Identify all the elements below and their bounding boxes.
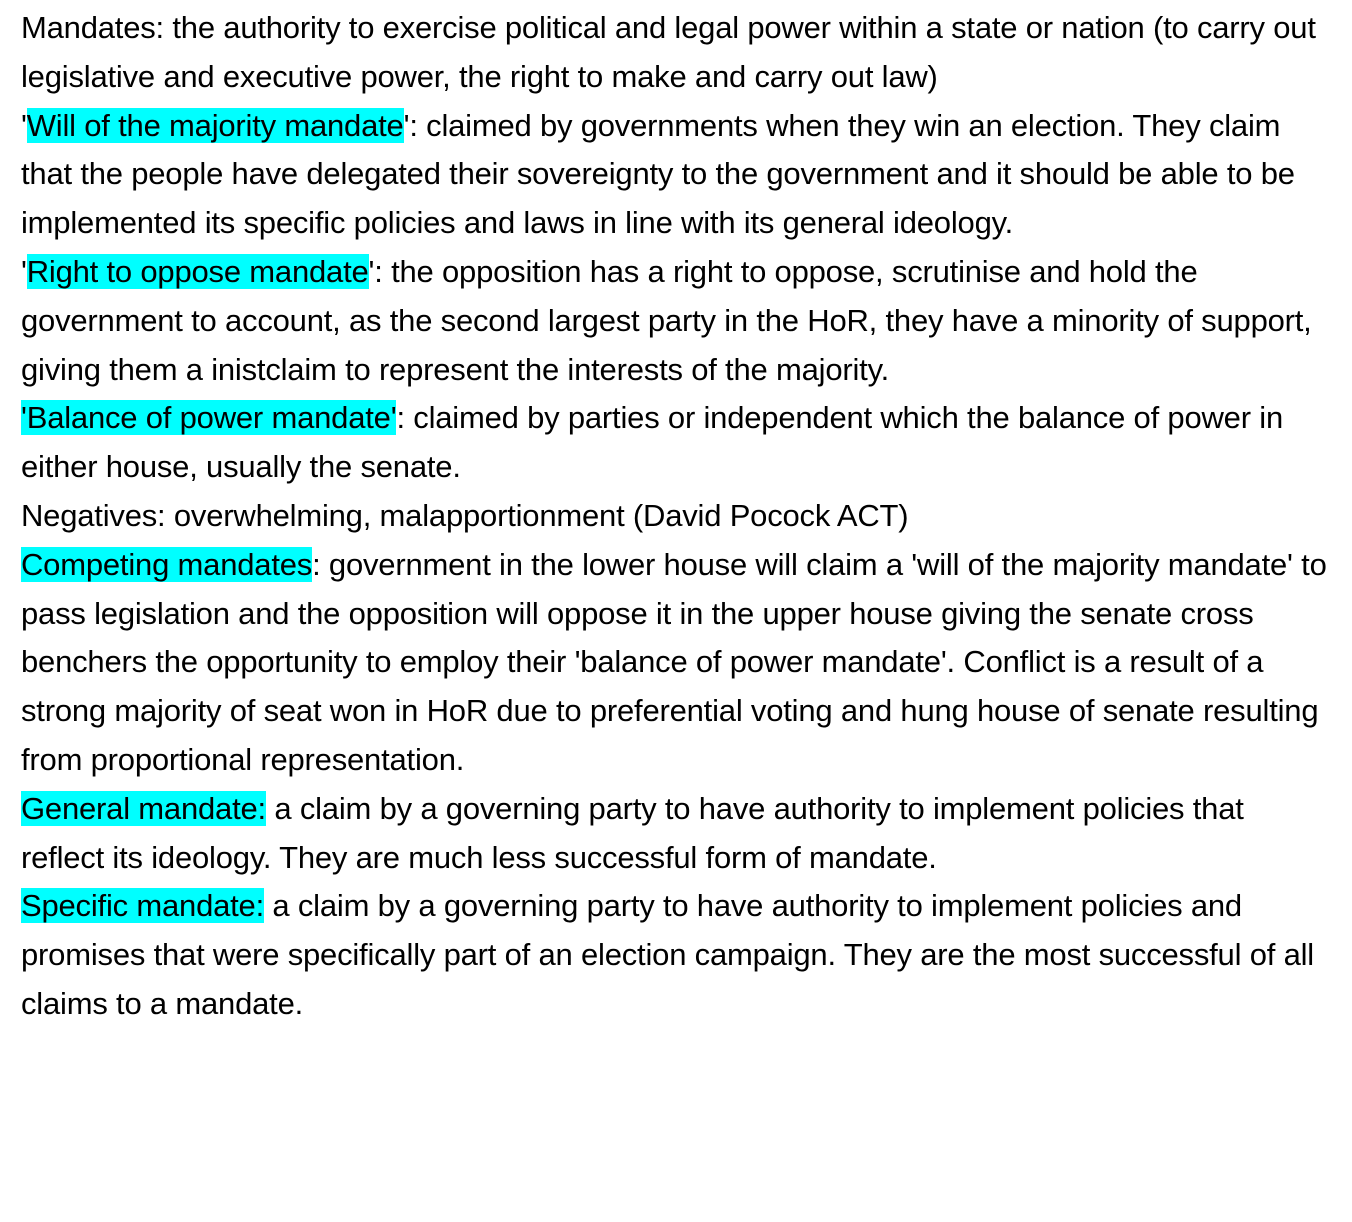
term-quote-open: ' — [21, 107, 27, 143]
paragraph-specific-mandate — [21, 882, 1334, 1028]
paragraph-text: : claimed by parties or independent which the balance of power in either house, usually the senate. — [21, 400, 1283, 485]
paragraph-text: : claimed by governments when they win an election. They claim that the people have delegated their sovereignty to the government and it should be able to be implemented its specific policies and laws in line with its general ideology. — [21, 107, 1295, 241]
highlighted-term: Competing mandates — [21, 546, 313, 582]
highlighted-term: General mandate: — [21, 790, 266, 826]
paragraph-competing-mandates — [21, 541, 1334, 785]
paragraph-text: a claim by a governing party to have authority to implement policies and promises that were specifically part of an election campaign. They are the most successful of all claims to a mandate. — [21, 888, 1314, 1021]
paragraph-will-of-majority — [21, 102, 1334, 248]
highlighted-term: 'Balance of power mandate' — [21, 400, 397, 436]
paragraph-mandates-definition — [21, 4, 1334, 102]
highlighted-term: Specific mandate: — [21, 888, 265, 924]
highlighted-term: Right to oppose mandate — [26, 253, 369, 289]
paragraph-text: a claim by a governing party to have authority to implement policies that reflect its ideology. They are much less successful form of mandate. — [21, 790, 1244, 875]
paragraph-right-to-oppose — [21, 248, 1334, 394]
paragraph-text: Negatives: overwhelming, malapportionment (David Pocock ACT) — [21, 497, 909, 533]
highlighted-term: Will of the majority mandate — [26, 107, 404, 143]
paragraph-text: Mandates: the authority to exercise political and legal power within a state or nation (to carry out legislative and executive power, the right to make and carry out law) — [21, 10, 1316, 94]
term-quote-close: ' — [403, 107, 410, 143]
term-quote-close: ' — [368, 253, 375, 289]
paragraph-negatives — [21, 492, 1334, 541]
paragraph-text: : the opposition has a right to oppose, scrutinise and hold the government to account, as the second largest party in the HoR, they have a minority of support, giving them a inistclaim to represent the interests of the majority. — [21, 253, 1312, 387]
paragraph-balance-of-power — [21, 394, 1334, 492]
paragraph-general-mandate — [21, 785, 1334, 883]
term-quote-open: ' — [21, 253, 27, 289]
paragraph-text: : government in the lower house will claim a 'will of the majority mandate' to pass legislation and the opposition will oppose it in the upper house giving the senate cross benchers the opportunity to employ their 'balance of power mandate'. Conflict is a result of a strong majority of seat won in HoR due to preferential voting and hung house of senate resulting from proportional representation. — [21, 546, 1327, 777]
